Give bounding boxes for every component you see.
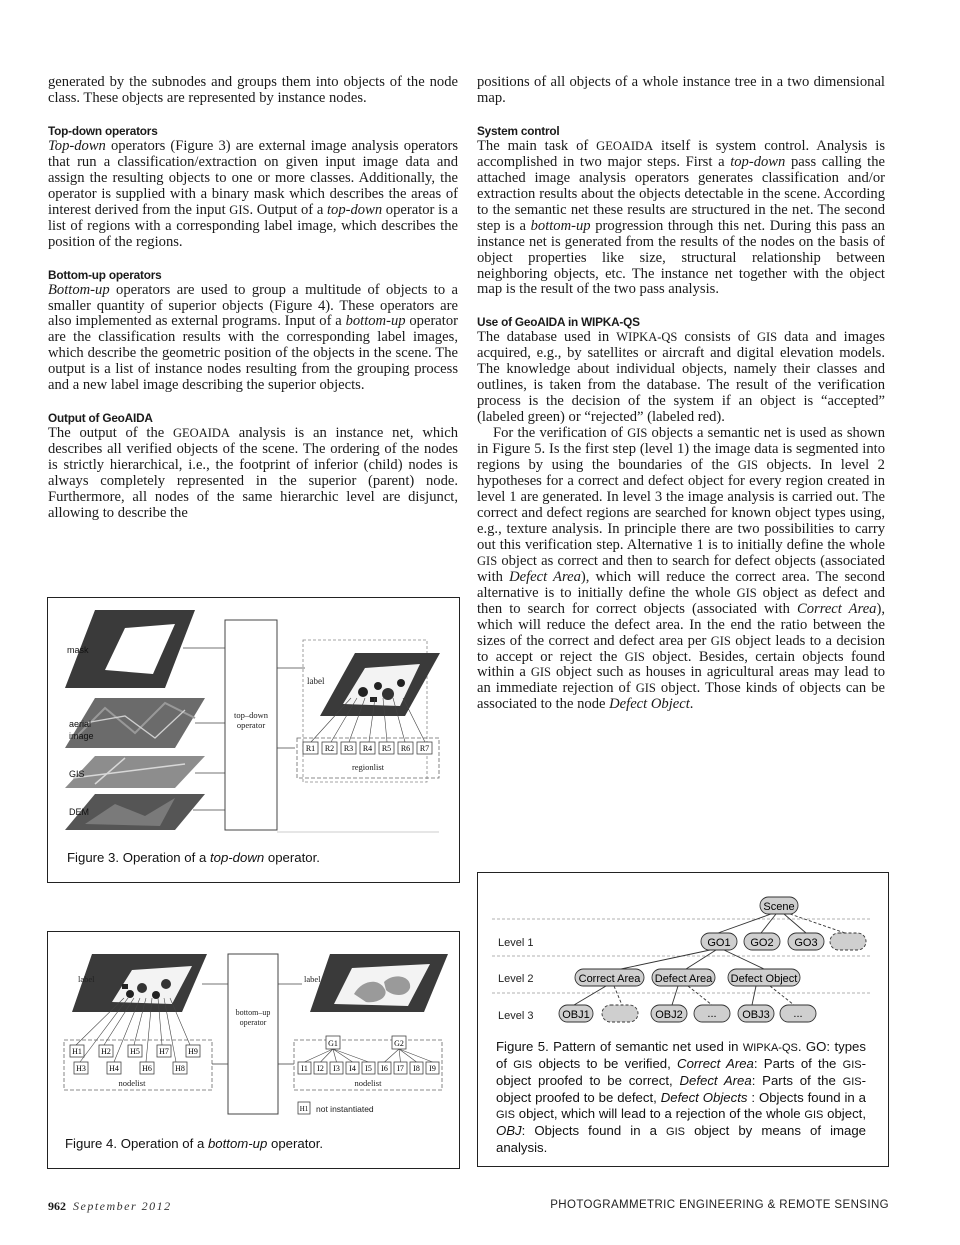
h-node-label: H3: [76, 1064, 86, 1073]
region-label: R7: [419, 744, 430, 753]
svg-text:Defect Area: Defect Area: [654, 973, 713, 985]
figure-4-caption: Figure 4. Operation of a bottom-up operator.: [65, 1136, 324, 1151]
figure-5-caption: Figure 5. Pattern of semantic net used in WIPKA-QS. GO: types of GIS objects to be verified, Correct Area: Parts of the GIS-object proofed to be correct, Defect Area: Parts of the GIS-object proofed to be defect, Defect Objects : Objects found in a GIS object, which will lead to a rejection of the whole GIS object, OBJ: Objects found in a GIS object by means of image analysis.: [496, 1039, 866, 1155]
h-node-label: H6: [142, 1064, 152, 1073]
figure-4-diagram: [62, 932, 452, 1127]
svg-text:OBJ2: OBJ2: [655, 1009, 683, 1021]
section-heading-use-of-geoaida: Use of GeoAIDA in WIPKA-QS: [477, 315, 640, 330]
figure-3-diagram: [65, 598, 445, 838]
i-node-label: I7: [397, 1064, 404, 1073]
h-node-label: H2: [101, 1047, 111, 1056]
regionlist-label: regionlist: [351, 762, 385, 772]
journal-name: PHOTOGRAMMETRIC ENGINEERING & REMOTE SENSING: [550, 1199, 889, 1211]
nodelist-right-label: nodelist: [354, 1078, 382, 1088]
svg-text:Defect Object: Defect Object: [730, 973, 798, 985]
legend-text: not instantiated: [316, 1104, 374, 1114]
g2-node: G2: [394, 1039, 404, 1048]
gis-layer: [65, 756, 205, 788]
h-node-label: H1: [72, 1047, 82, 1056]
i-node-label: I6: [381, 1064, 388, 1073]
h-top-items: [70, 1045, 200, 1057]
svg-text:GO2: GO2: [750, 937, 774, 949]
left-column: [48, 75, 458, 522]
svg-text:OBJ1: OBJ1: [562, 1009, 590, 1021]
level-2-label: Level 2: [498, 973, 534, 985]
node-obj3: [738, 1005, 774, 1022]
i-node-label: I5: [365, 1064, 372, 1073]
h-node-label: H4: [109, 1064, 119, 1073]
operator-label-2: operator: [239, 1018, 267, 1027]
h-node-label: H7: [159, 1047, 169, 1056]
node-obj1: [559, 1005, 593, 1022]
paragraph-bottom-up: Bottom-up operators are used to group a multitude of objects to a smaller quantity of superior objects (Figure 4). These operators are also implemented as external programs. Input of a bottom-up operator are the classification results with the corresponding label images, which describe the geometric position of the objects in the scene. The output is a list of instance nodes resulting from the grouping process and a new label image describing the superior objects.: [48, 281, 458, 394]
page-number: 962: [48, 1199, 66, 1213]
figure-5-diagram: [488, 883, 880, 1043]
label-right: label: [304, 974, 321, 984]
operator-label-2: operator: [236, 720, 266, 730]
figure-4: [47, 931, 460, 1169]
svg-text:...: ...: [793, 1008, 803, 1020]
node-go-more: [830, 933, 866, 950]
level-1-label: Level 1: [498, 937, 534, 949]
node-defect-object: [728, 969, 800, 986]
node-go1: [701, 933, 737, 950]
i-node-items: [298, 1062, 439, 1074]
paragraph: positions of all objects of a whole instance tree in a two dimensional map.: [477, 74, 885, 106]
nodelist-left-label: nodelist: [118, 1078, 146, 1088]
svg-text:GO1: GO1: [707, 937, 731, 949]
label-left: label: [78, 974, 95, 984]
node-defect-area: [652, 969, 715, 986]
svg-text:GO3: GO3: [794, 937, 818, 949]
node-obj1-more: [602, 1005, 638, 1022]
i-node-links: [305, 1049, 433, 1062]
i-node-label: I1: [301, 1064, 308, 1073]
label-aerial: aerial: [69, 719, 92, 729]
h-node-label: H5: [130, 1047, 140, 1056]
label-image-title: label: [307, 676, 325, 686]
issue-date: September 2012: [73, 1199, 172, 1213]
region-items: [303, 742, 432, 754]
paragraph-output: The output of the GEOAIDA analysis is an instance net, which describes all verified objects of the scene. The ordering of the nodes is strictly hierarchical, i.e., the footprint of inferior (child) nodes is always completely represented in the superior (parent) node. Furthermore, all nodes of the same hierarchic level are disjunct, allowing to describe the: [48, 425, 458, 522]
right-nodelist: [294, 1036, 442, 1090]
level-3-label: Level 3: [498, 1010, 534, 1022]
operator-label-1: top–down: [234, 710, 268, 720]
node-go2: [744, 933, 780, 950]
region-label: R1: [305, 744, 316, 753]
node-obj2: [651, 1005, 687, 1022]
paragraph: generated by the subnodes and groups them into objects of the node class. These objects are represented by instance nodes.: [48, 74, 458, 106]
paragraph-use-1: The database used in WIPKA-QS consists of GIS data and images acquired, e.g., by satellites or aircraft and digital elevation models. The knowledge about individual objects, namely their classes and outlines, is taken from the database. The result of the verification process is the decision of the system if an object is “accepted” (labeled green) or “rejected” (labeled red).: [477, 329, 885, 426]
section-heading-bottom-up: Bottom-up operators: [48, 267, 162, 282]
operator-label-1: bottom–up: [235, 1008, 271, 1017]
legend-box-label: H1: [299, 1105, 309, 1113]
h-node-label: H8: [175, 1064, 185, 1073]
h-bottom-items: [74, 1062, 187, 1074]
node-correct-area: [575, 969, 644, 986]
section-heading-system-control: System control: [477, 123, 560, 138]
label-gis: GIS: [69, 769, 85, 779]
svg-text:OBJ3: OBJ3: [742, 1009, 770, 1021]
h-node-label: H9: [188, 1047, 198, 1056]
section-heading-top-down: Top-down operators: [48, 123, 158, 138]
node-go3: [788, 933, 824, 950]
figure-3-caption: Figure 3. Operation of a top-down operator.: [67, 850, 320, 865]
figure-5: [477, 872, 889, 1167]
label-image: image: [69, 731, 94, 741]
i-node-label: I2: [317, 1064, 324, 1073]
page-footer-left: [48, 1199, 172, 1214]
paragraph-use-2: For the verification of GIS objects a semantic net is used as shown in Figure 5. Is the first step (level 1) the image data is segmented into regions by using the boundaries of the GIS objects. In level 2 hypotheses for a correct and defect object for every region created in level 1 are generated. In level 3 the image analysis is carried out. The correct and defect regions are searched for known object types using, e.g., texture analysis. In principle there are two possibilities to carry out this verification step. Alternative 1 is to initially define the whole GIS object as correct and then to search for defect objects (associated with Defect Area), which will reduce the correct area. The second alternative is to initially define the whole GIS object as defect and then to search for correct objects (associated with Correct Area), which will reduce the defect area. In the end the ratio between the sizes of the correct and defect area per GIS object leads to a decision to accept or reject the GIS object. Besides, certain objects found within a GIS object such as houses in agricultural areas may lead to an immediate rejection of GIS object. Those kinds of objects can be associated to the node Defect Object.: [477, 425, 886, 713]
label-mask: mask: [67, 645, 89, 655]
svg-text:...: ...: [707, 1008, 717, 1020]
label-dem: DEM: [69, 807, 89, 817]
i-node-label: I8: [413, 1064, 420, 1073]
i-node-label: I9: [429, 1064, 436, 1073]
region-label: R6: [400, 744, 411, 753]
paragraph-top-down: Top-down operators (Figure 3) are external image analysis operators that run a classification/extraction on given input image data and assign the resulting objects to one or more classes. Additionally, the operator is supplied with a binary mask which describes the areas of interest derived from the input GIS. Output of a top-down operator is a list of regions with a corresponding label image, which describes the position of the regions.: [48, 137, 458, 250]
region-label: R3: [343, 744, 354, 753]
region-label: R2: [324, 744, 335, 753]
section-heading-output: Output of GeoAIDA: [48, 411, 153, 426]
svg-text:Correct Area: Correct Area: [578, 973, 641, 985]
i-node-label: I3: [333, 1064, 340, 1073]
svg-text:Scene: Scene: [763, 901, 795, 913]
figure-3: [47, 597, 460, 883]
node-ellipsis-1: [694, 1005, 730, 1022]
bottom-up-operator-box: [228, 954, 278, 1114]
region-label: R4: [362, 744, 373, 753]
i-node-label: I4: [349, 1064, 356, 1073]
paragraph-system-control: The main task of GEOAIDA itself is system control. Analysis is accomplished in two major steps. First a top-down pass calling the attached image analysis operators generates classification and/or extraction results about the objects detectable in the scene. According to the semantic net these results are structured in the net. The second step is a bottom-up progression through this net. During this pass an instance net is generated from the results of the nodes on the basis of object properties like size, structural relationship between neighboring objects, etc. The instance net together with the object map is the result of the two pass analysis.: [477, 137, 885, 298]
node-ellipsis-2: [780, 1005, 816, 1022]
node-scene: [760, 897, 798, 914]
right-column: [477, 75, 885, 713]
region-label: R5: [381, 744, 392, 753]
g1-node: G1: [328, 1039, 338, 1048]
